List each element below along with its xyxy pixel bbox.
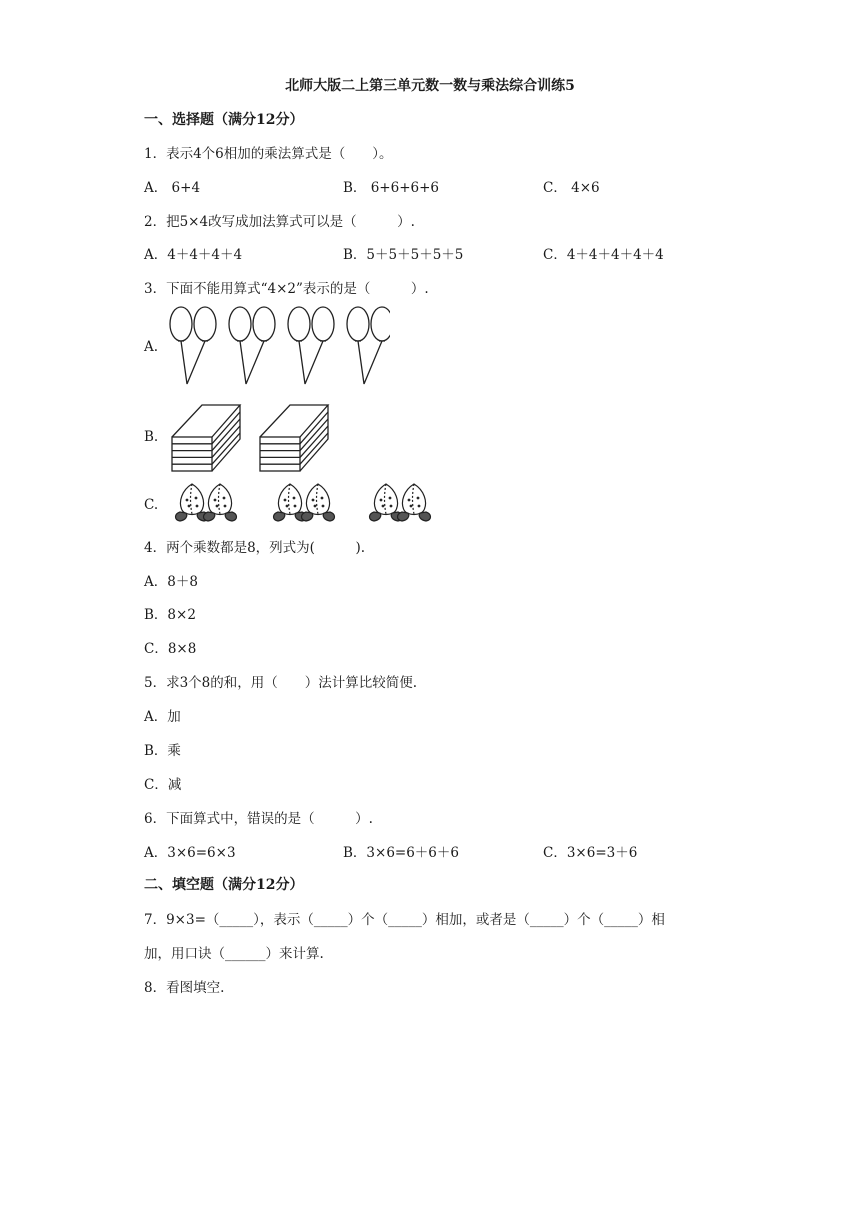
question-4-option-c: C．8×8 [144,641,197,657]
question-5-option-c: C．减 [144,777,182,793]
book-stacks-picture [168,401,338,475]
question-6-option-c: C．3×6=3＋6 [543,845,638,861]
question-5-stem: 5．求3个8的和，用（ ）法计算比较简便. [144,675,418,691]
section-heading-choice: 一、选择题（满分12分） [144,112,304,128]
question-6-option-b: B．3×6=6＋6＋6 [343,845,459,861]
question-2-option-a: A．4＋4＋4＋4 [144,247,243,263]
question-6-stem: 6．下面算式中，错误的是（ ）. [144,811,373,827]
question-4-stem: 4．两个乘数都是8，列式为( ). [144,540,366,556]
peaches-picture [170,480,440,524]
question-2-stem: 2．把5×4改写成加法算式可以是（ ）. [144,214,415,230]
question-1-option-a: A． 6+4 [144,180,201,196]
question-2-option-c: C．4＋4＋4＋4＋4 [543,247,664,263]
question-2-option-b: B．5＋5＋5＋5＋5 [343,247,464,263]
balloons-picture [165,302,390,388]
page-title: 北师大版二上第三单元数一数与乘法综合训练5 [285,78,575,94]
question-5-option-b: B．乘 [144,743,181,759]
section-heading-fill-in: 二、填空题（满分12分） [144,877,304,893]
question-1-option-c: C． 4×6 [543,180,600,196]
question-7-line-1: 7．9×3=（_____），表示（_____）个（_____）相加，或者是（_____）个（_____）相 [144,912,665,928]
question-3-option-b-label: B. [144,429,159,445]
question-1-stem: 1．表示4个6相加的乘法算式是（ ）。 [144,146,393,162]
question-8-stem: 8．看图填空. [144,980,225,996]
question-7-line-2: 加，用口诀（______）来计算. [144,946,324,962]
question-4-option-a: A．8＋8 [144,574,198,590]
question-3-stem: 3．下面不能用算式“4×2”表示的是（ ）. [144,281,429,297]
question-4-option-b: B．8×2 [144,607,196,623]
question-3-option-a-label: A. [144,339,159,355]
question-1-option-b: B． 6+6+6+6 [343,180,440,196]
question-5-option-a: A．加 [144,709,181,725]
question-6-option-a: A．3×6=6×3 [144,845,236,861]
question-3-option-c-label: C. [144,497,159,513]
